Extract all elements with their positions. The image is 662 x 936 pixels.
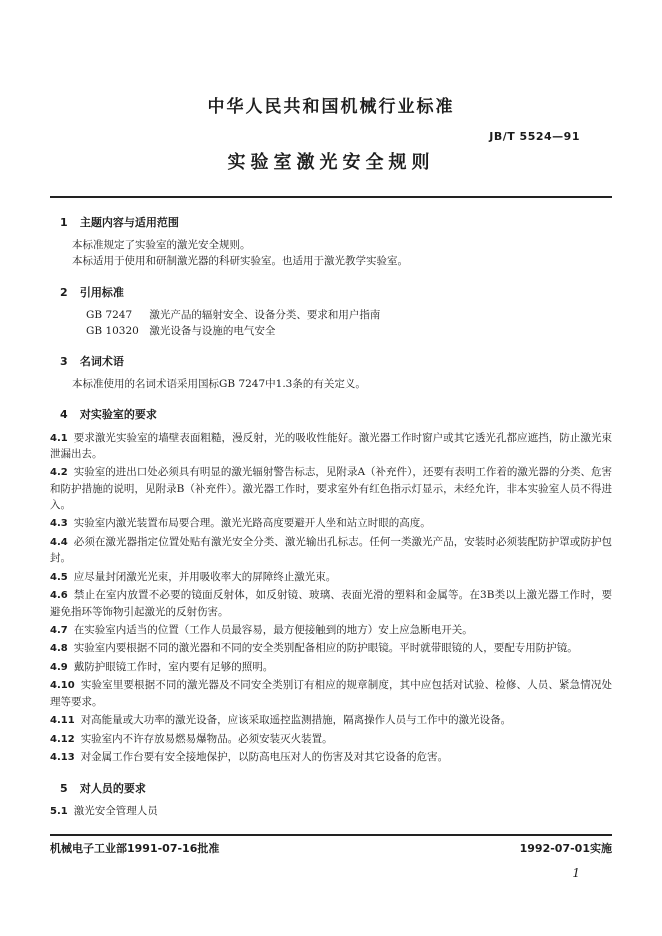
clause — [50, 534, 612, 567]
clause — [50, 464, 612, 513]
section-number: 2 — [60, 285, 68, 299]
clause-number: 4.8 — [50, 643, 68, 655]
clause-number: 4.1 — [50, 432, 68, 444]
section-title: 引用标准 — [79, 285, 124, 299]
clause-text: 激光安全管理人员 — [73, 804, 158, 817]
section-title: 对人员的要求 — [79, 781, 146, 795]
clause-text: 戴防护眼镜工作时，室内要有足够的照明。 — [73, 660, 274, 673]
implementation-date: 1992-07-01实施 — [519, 842, 612, 855]
document-body — [50, 204, 612, 821]
clause — [50, 803, 612, 820]
section-number: 4 — [60, 408, 68, 422]
page-number: 1 — [572, 866, 580, 880]
section-number: 5 — [60, 781, 68, 795]
clause — [50, 731, 612, 748]
reference-text: 激光产品的辐射安全、设备分类、要求和用户指南 — [149, 308, 381, 321]
clause-text: 禁止在室内放置不必要的镜面反射体，如反射镜、玻璃、表面光滑的塑料和金属等。在3B类以上激光器工作时，要避免指环等饰物引起激光的反射伤害。 — [50, 589, 612, 618]
section-title: 对实验室的要求 — [79, 408, 157, 422]
clause-number: 4.2 — [50, 467, 68, 479]
clause-text: 实验室的进出口处必须具有明显的激光辐射警告标志，见附录A（补充件），还要有表明工作着的激光器的分类、危害和防护措施的说明，见附录B（补充件）。激光器工作时，要求室外有红色指示灯显示，未经允许，非本实验室人员不得进入。 — [50, 466, 612, 512]
section-heading — [60, 780, 612, 797]
section-number: 3 — [60, 355, 68, 369]
clause-text: 应尽量封闭激光光束，并用吸收率大的屏障终止激光束。 — [73, 570, 337, 583]
approval-line: 机械电子工业部1991-07-16批准 — [50, 842, 220, 855]
clause-number: 4.13 — [50, 752, 75, 764]
section-title: 名词术语 — [79, 355, 124, 369]
clause — [50, 515, 612, 532]
clause — [50, 640, 612, 657]
reference-line — [86, 307, 612, 323]
section-heading — [60, 406, 612, 423]
clause-number: 4.7 — [50, 624, 68, 636]
standard-number: JB/T 5524—91 — [489, 130, 580, 143]
section-number: 1 — [60, 216, 68, 229]
clause-text: 要求激光实验室的墙壁表面粗糙，漫反射，光的吸收性能好。激光器工作时窗户或其它透光孔都应遮挡，防止激光束泄漏出去。 — [50, 431, 612, 461]
section-heading — [60, 284, 612, 301]
clause-text: 实验室内激光装置布局要合理。激光光路高度要避开人坐和站立时眼的高度。 — [73, 517, 431, 530]
clause-number: 4.11 — [50, 715, 75, 727]
clause-number: 4.3 — [50, 518, 68, 530]
clause — [50, 749, 612, 766]
paragraph: 本标准使用的名词术语采用国标GB 7247中1.3条的有关定义。 — [72, 378, 366, 391]
reference-text: 激光设备与设施的电气安全 — [149, 324, 276, 337]
footer-rule — [50, 834, 612, 836]
clause-text: 实验室里要根据不同的激光器及不同安全类别订有相应的规章制度，其中应包括对试验、检修、人员、紧急情况处理等要求。 — [50, 679, 612, 708]
document-title: 实验室激光安全规则 — [227, 152, 435, 173]
clause — [50, 677, 612, 710]
section-title: 主题内容与适用范围 — [79, 216, 179, 229]
clause — [50, 587, 612, 620]
clause — [50, 622, 612, 639]
clause-number: 4.6 — [50, 590, 68, 602]
clause-text: 实验室内要根据不同的激光器和不同的安全类别配备相应的防护眼镜。平时就带眼镜的人，要配专用防护镜。 — [73, 642, 578, 655]
clause-number: 4.10 — [50, 680, 75, 692]
section-heading — [60, 214, 612, 231]
header-rule — [50, 196, 612, 198]
clause-number: 5.1 — [50, 805, 68, 817]
clause-number: 4.9 — [50, 661, 68, 673]
clause-text: 实验室内不许存放易燃易爆物品。必须安装灭火装置。 — [80, 732, 333, 745]
clause — [50, 659, 612, 676]
clause — [50, 569, 612, 586]
clause — [50, 430, 612, 463]
standard-category: 中华人民共和国机械行业标准 — [207, 97, 455, 117]
clause-number: 4.5 — [50, 571, 68, 583]
clause-text: 对高能量或大功率的激光设备，应该采取遥控监测措施，隔离操作人员与工作中的激光设备。 — [80, 714, 512, 727]
clause — [50, 712, 612, 729]
reference-line — [86, 323, 612, 339]
paragraph: 本标适用于使用和研制激光器的科研实验室。也适用于激光教学实验室。 — [72, 255, 408, 268]
clause-number: 4.12 — [50, 733, 75, 745]
clause-text: 必须在激光器指定位置处贴有激光安全分类、激光输出孔标志。任何一类激光产品，安装时必须装配防护罩或防护包封。 — [50, 535, 612, 565]
reference-code: GB 10320 — [86, 324, 139, 337]
clause-text: 在实验室内适当的位置（工作人员最容易，最方便接触到的地方）安上应急断电开关。 — [73, 623, 473, 636]
paragraph: 本标准规定了实验室的激光安全规则。 — [72, 239, 251, 252]
clause-text: 对金属工作台要有安全接地保护，以防高电压对人的伤害及对其它设备的危害。 — [80, 751, 449, 764]
clause-number: 4.4 — [50, 536, 68, 548]
reference-code: GB 7247 — [86, 308, 133, 321]
section-heading — [60, 353, 612, 370]
